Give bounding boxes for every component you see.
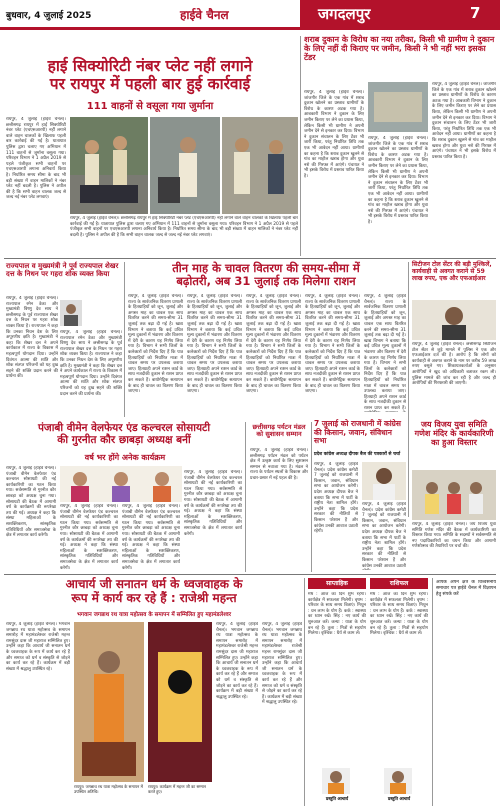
story5-headline: सिटीजन टोल सेंटर की बड़ी मुश्किलें, कार्यवाही से अवगत कराने से 59 लाख रुपए, एक और एफआईआर (412, 261, 492, 282)
story1-subheadline: 111 वाहनों से वसूला गया जुर्माना (86, 101, 214, 112)
story2-photo (368, 82, 428, 132)
story4-body-col3: रायपुर, 4 जुलाई (हाईवे चैनल)। राज्य के सार्वजनिक वितरण प्रणाली के हितग्राहियों को जून, जुलाई और अगस्त माह का चावल एक साथ वितरित करने की समय-सीमा 31 जुलाई तक बढ़ा दी गई है। खाद्य विभाग ने बताया कि कई उचित मूल्य दुकानों में भंडारण और वितरण में देरी के कारण यह निर्णय लिया गया है। विभाग ने सभी जिलों के कलेक्टरों को निर्देश दिए हैं कि पात्र हितग्राहियों को निर्धारित मात्रा में चावल समय पर उपलब्ध कराया जाए। हितग्राही अपने राशन कार्ड के साथ नजदीकी दुकान से राशन प्राप्त कर सकते हैं। बायोमेट्रिक सत्यापन के बाद ही चावल का वितरण किया जाएगा। (246, 294, 301, 395)
ad-text: आपके अपने क्षेत्र के विश्वसनीय समाचार पत्र हाईवे चैनल में विज्ञापन हेतु संपर्क करें (436, 580, 496, 597)
rashifal-body-col2: मेष : आज का दिन शुभ रहेगा। कार्यक्षेत्र में सफलता मिलेगी। वृषभ : परिवार के साथ समय बिताएं। मिथुन : धन लाभ के योग हैं। कर्क : स्वास्थ्य का ध्यान रखें। सिंह : नए कार्य की शुरुआत करें। कन्या : यात्रा के योग बन रहे हैं। तुला : मित्रों से सहयोग मिलेगा। वृश्चिक : धैर्य से काम लें। (370, 592, 428, 637)
story8-photo (362, 462, 406, 500)
column-divider-top (300, 36, 301, 256)
story9-headline: जय विजय युवा समिति गणेश मंदिर के कार्यकारिणी का हुआ विस्तार (414, 420, 494, 448)
story9-body: रायपुर, 4 जुलाई (हाईवे चैनल)। जय विजय युवा समिति गणेश मंदिर की बैठक में कार्यकारिणी का विस्तार किया गया। समिति के सदस्यों ने सर्वसम्मति से नए पदाधिकारियों का चयन किया और आगामी गणेशोत्सव की तैयारियों पर चर्चा की। (412, 522, 496, 550)
story3-body-col2: रायपुर, 4 जुलाई (हाईवे चैनल)। राज्यपाल रमेन डेका और मुख्यमंत्री विष्णु देव साय ने छत्तीसगढ़ के पूर्व राज्यपाल शेखर दत्त के निधन पर गहरा शोक व्यक्त किया है। राज्यपाल ने कहा कि उनका निधन देश के लिए अपूरणीय क्षति है। मुख्यमंत्री ने कहा कि शेखर दत्त ने अपने कार्यकाल में राज्य के विकास में महत्वपूर्ण योगदान दिया। उन्होंने दिवंगत आत्मा की शांति और शोक संतप्त परिजनों को यह दुख सहने की शक्ति प्रदान करने की प्रार्थना की। (60, 330, 122, 397)
story8-headline: 7 जुलाई को राजधानी में कांग्रेस की किसान, जवान, संविधान सभा (314, 419, 401, 446)
column-divider-low2 (311, 422, 312, 572)
story4-body-col4: रायपुर, 4 जुलाई (हाईवे चैनल)। राज्य के सार्वजनिक वितरण प्रणाली के हितग्राहियों को जून, जुलाई और अगस्त माह का चावल एक साथ वितरित करने की समय-सीमा 31 जुलाई तक बढ़ा दी गई है। खाद्य विभाग ने बताया कि कई उचित मूल्य दुकानों में भंडारण और वितरण में देरी के कारण यह निर्णय लिया गया है। विभाग ने सभी जिलों के कलेक्टरों को निर्देश दिए हैं कि पात्र हितग्राहियों को निर्धारित मात्रा में चावल समय पर उपलब्ध कराया जाए। हितग्राही अपने राशन कार्ड के साथ नजदीकी दुकान से राशन प्राप्त कर सकते हैं। बायोमेट्रिक सत्यापन के बाद ही चावल का वितरण किया जाएगा। (305, 294, 360, 395)
vehicle-check-photo (222, 117, 298, 214)
story7-body: रायपुर, 4 जुलाई (हाईवे चैनल)। छत्तीसगढ़ पर्यटन मंडल को पर्यटन क्षेत्र में उत्कृष्ट कार्य के लिए सुशासन सम्मान से नवाजा गया है। मंडल ने राज्य के पर्यटन स्थलों के विकास और प्रचार-प्रसार में नई पहल की है। (250, 448, 308, 481)
astrologer-portrait-2 (384, 768, 412, 794)
story6-headline-line1: पंजाबी वीमेन वेलफेयर एंड कल्चरल सोसायटी (37, 422, 211, 434)
story1-photo-3 (222, 117, 298, 214)
column-divider-mid1 (124, 262, 125, 417)
astrologer-portrait-1 (322, 768, 350, 794)
story10-subheadline: भगवान जगन्नाथ रथ यात्रा महोत्सव के समापन में सम्मिलित हुए महामंडलेश्वर (77, 612, 231, 618)
story6-body-col1: रायपुर, 4 जुलाई (हाईवे चैनल)। पंजाबी वीमेन वेलफेयर एंड कल्चरल सोसायटी की नई कार्यकारिणी का गठन किया गया। सर्वसम्मति से गुरनीत कौर छाबड़ा को अध्यक्ष चुना गया। सोसायटी की बैठक में आगामी वर्ष के कार्यक्रमों की रूपरेखा तय की गई। अध्यक्ष ने कहा कि संस्था महिलाओं के सशक्तिकरण, सांस्कृतिक गतिविधियों और समाजसेवा के क्षेत्र में लगातार कार्य करेगी। (6, 466, 56, 539)
story8-body-col2: रायपुर, 4 जुलाई (हाईवे चैनल)। प्रदेश कांग्रेस कमेटी 7 जुलाई को राजधानी में किसान, जवान, संविधान सभा का आयोजन करेगी। प्रदेश अध्यक्ष दीपक बैज ने बताया कि सभा में पार्टी के राष्ट्रीय नेता शामिल होंगे। उन्होंने कहा कि प्रदेश सरकार की नीतियों से किसान परेशान हैं और कांग्रेस उनकी आवाज उठाती (362, 502, 406, 569)
deepak-baij-portrait (362, 462, 406, 500)
rashifal-author-photo-2 (384, 768, 412, 794)
story1-headline-line2: पर रायपुर में पहली बार हुई कार्रवाई (49, 74, 251, 93)
story4-body-col1: रायपुर, 4 जुलाई (हाईवे चैनल)। राज्य के सार्वजनिक वितरण प्रणाली के हितग्राहियों को जून, जुलाई और अगस्त माह का चावल एक साथ वितरित करने की समय-सीमा 31 जुलाई तक बढ़ा दी गई है। खाद्य विभाग ने बताया कि कई उचित मूल्य दुकानों में भंडारण और वितरण में देरी के कारण यह निर्णय लिया गया है। विभाग ने सभी जिलों के कलेक्टरों को निर्देश दिए हैं कि पात्र हितग्राहियों को निर्धारित मात्रा में चावल समय पर उपलब्ध कराया जाए। हितग्राही अपने राशन कार्ड के साथ नजदीकी दुकान से राशन प्राप्त कर सकते हैं। बायोमेट्रिक सत्यापन के बाद ही चावल का वितरण किया जाएगा। (128, 294, 183, 395)
story2-body-col1: रायपुर, 4 जुलाई (हाईवे चैनल)। जांजगीर जिले के एक गांव में शराब दुकान खोलने का प्रस्ताव ग्रामीणों के विरोध के कारण अटक गया है। आबकारी विभाग ने दुकान के लिए जमीन किराए पर लेने का प्रयास किया, लेकिन किसी भी ग्रामीण ने अपनी जमीन देने से इनकार कर दिया। विभाग ने दुकान संचालन के लिए टेंडर भी जारी किया, परंतु निर्धारित तिथि तक एक भी आवेदन नहीं आया। ग्रामीणों का कहना है कि शराब दुकान खुलने से गांव का माहौल खराब होगा और युवा नशे की गिरफ्त में आएंगे। पंचायत ने भी इसके विरोध में प्रस्ताव पारित किया है। (304, 90, 364, 179)
section-rule-2 (4, 574, 496, 575)
story10-body-col2: रायपुर, 4 जुलाई (हाईवे चैनल)। भगवान जगन्नाथ रथ यात्रा महोत्सव के समापन समारोह में महामंडलेश्वर राजेश्री महन्त रामसुंदर दास जी महाराज सम्मिलित हुए। उन्होंने कहा कि आचार्य जी सनातन धर्म के ध्वजवाहक के रूप में कार्य कर रहे हैं और समाज को धर्म व संस्कृति से जोड़ने का कार्य कर रहे हैं। कार्यक्रम में बड़ी संख्या में श्रद्धालु उपस्थित रहे। (216, 622, 258, 700)
police-checking-photo (70, 117, 148, 214)
story10-headline (6, 578, 302, 606)
story4-headline-line1: तीन माह के चावल वितरण की समय-सीमा में (172, 261, 360, 275)
story1-caption-text: रायपुर, 4 जुलाई (हाईवे चैनल)। छत्तीसगढ़ रायपुर में हाई सिक्योरिटी नंबर प्लेट (एचएसआरपी) नहीं लगाने वाले वाहन चालकों के खिलाफ पहली बार कार्रवाई की गई है। यातायात पुलिस द्वारा चलाए गए अभियान में 111 वाहनों से जुर्माना वसूला गया। परिवहन विभाग ने 1 अप्रैल 2019 से पहले पंजीकृत सभी वाहनों पर एचएसआरपी लगाना अनिवार्य किया है। निर्धारित समय सीमा के बाद भी बड़ी संख्या में वाहन मालिकों ने नंबर प्लेट नहीं बदली है। पुलिस ने अपील की है कि सभी वाहन चालक जल्द से जल्द नई नंबर प्लेट लगवाएं। (70, 216, 298, 238)
story4-headline (126, 262, 406, 288)
story3-photo (60, 300, 82, 326)
mahant-ceremony-photo (74, 622, 144, 782)
story4-body-col5: रायपुर, 4 जुलाई (हाईवे चैनल)। राज्य के सार्वजनिक वितरण प्रणाली के हितग्राहियों को जून, जुलाई और अगस्त माह का चावल एक साथ वितरित करने की समय-सीमा 31 जुलाई तक बढ़ा दी गई है। खाद्य विभाग ने बताया कि कई उचित मूल्य दुकानों में भंडारण और वितरण में देरी के कारण यह निर्णय लिया गया है। विभाग ने सभी जिलों के कलेक्टरों को निर्देश दिए हैं कि पात्र हितग्राहियों को निर्धारित मात्रा में चावल समय पर उपलब्ध कराया जाए। हितग्राही अपने राशन कार्ड के साथ नजदीकी दुकान से राशन प्राप्त कर सकते हैं। (364, 294, 406, 411)
accused-portrait (412, 300, 496, 340)
rashifal-author-2: प्रस्तुति आचार्य (387, 797, 411, 802)
story4-headline-line2: बढ़ोतरी, अब 31 जुलाई तक मिलेगा राशन (176, 274, 356, 289)
column-divider-ad (432, 578, 433, 806)
story9-photo (412, 470, 496, 520)
rashifal-author-1: प्रस्तुति आचार्य (325, 797, 349, 802)
story10-photo-1 (74, 622, 144, 782)
story10-photo-2 (148, 622, 212, 782)
story6-body-col4: रायपुर, 4 जुलाई (हाईवे चैनल)। पंजाबी वीमेन वेलफेयर एंड कल्चरल सोसायटी की नई कार्यकारिणी का गठन किया गया। सर्वसम्मति से गुरनीत कौर छाबड़ा को अध्यक्ष चुना गया। सोसायटी की बैठक में आगामी वर्ष के कार्यक्रमों की रूपरेखा तय की गई। अध्यक्ष ने कहा कि संस्था महिलाओं के सशक्तिकरण, सांस्कृतिक गतिविधियों और समाजसेवा के क्षेत्र में लगातार कार्य करेगी। (184, 470, 242, 537)
story6-photos (60, 466, 182, 502)
story8-subheadline: प्रदेश कांग्रेस अध्यक्ष दीपक बैज की पत्रकारों से चर्चा (314, 452, 401, 457)
header-city: जगदलपुर (318, 5, 371, 23)
rashifal-label-2: राशिफल (370, 578, 428, 589)
section-rule-1 (4, 258, 496, 259)
rashifal-author-photo-1 (322, 768, 350, 794)
header-date: बुधवार, 4 जुलाई 2025 (6, 11, 92, 21)
story3-body: रायपुर, 4 जुलाई (हाईवे चैनल)। राज्यपाल रमेन डेका और मुख्यमंत्री विष्णु देव साय ने छत्तीसगढ़ के पूर्व राज्यपाल शेखर दत्त के निधन पर गहरा शोक व्यक्त किया है। राज्यपाल ने कहा कि उनका निधन देश के लिए अपूरणीय क्षति है। मुख्यमंत्री ने कहा कि शेखर दत्त ने अपने कार्यकाल में राज्य के विकास में महत्वपूर्ण योगदान दिया। उन्होंने दिवंगत आत्मा की शांति और शोक संतप्त परिजनों को यह दुख सहने की शक्ति प्रदान करने की प्रार्थना की। (6, 296, 58, 380)
committee-members-photo (412, 470, 496, 520)
liquor-shop-photo (368, 82, 428, 132)
story6-body-col3: रायपुर, 4 जुलाई (हाईवे चैनल)। पंजाबी वीमेन वेलफेयर एंड कल्चरल सोसायटी की नई कार्यकारिणी का गठन किया गया। सर्वसम्मति से गुरनीत कौर छाबड़ा को अध्यक्ष चुना गया। सोसायटी की बैठक में आगामी वर्ष के कार्यक्रमों की रूपरेखा तय की गई। अध्यक्ष ने कहा कि संस्था महिलाओं के सशक्तिकरण, सांस्कृतिक गतिविधियों और समाजसेवा के क्षेत्र में लगातार कार्य करेगी। (122, 504, 180, 570)
story1-headline (8, 58, 292, 94)
column-divider-bottom (304, 578, 305, 806)
traffic-police-photo (150, 117, 220, 214)
story4-body-col2: रायपुर, 4 जुलाई (हाईवे चैनल)। राज्य के सार्वजनिक वितरण प्रणाली के हितग्राहियों को जून, जुलाई और अगस्त माह का चावल एक साथ वितरित करने की समय-सीमा 31 जुलाई तक बढ़ा दी गई है। खाद्य विभाग ने बताया कि कई उचित मूल्य दुकानों में भंडारण और वितरण में देरी के कारण यह निर्णय लिया गया है। विभाग ने सभी जिलों के कलेक्टरों को निर्देश दिए हैं कि पात्र हितग्राहियों को निर्धारित मात्रा में चावल समय पर उपलब्ध कराया जाए। हितग्राही अपने राशन कार्ड के साथ नजदीकी दुकान से राशन प्राप्त कर सकते हैं। बायोमेट्रिक सत्यापन के बाद ही चावल का वितरण किया जाएगा। (187, 294, 242, 395)
story1-headline-line1: हाई सिक्योरिटी नंबर प्लेट नहीं लगाने (47, 57, 253, 75)
story1-photo-2 (150, 117, 220, 214)
story5-photo (412, 300, 496, 340)
story6-headline-line2: की गुरनीत कौर छाबड़ा अध्यक्ष बनीं (57, 434, 191, 447)
story2-body-col2: रायपुर, 4 जुलाई (हाईवे चैनल)। जांजगीर जिले के एक गांव में शराब दुकान खोलने का प्रस्ताव ग्रामीणों के विरोध के कारण अटक गया है। आबकारी विभाग ने दुकान के लिए जमीन किराए पर लेने का प्रयास किया, लेकिन किसी भी ग्रामीण ने अपनी जमीन देने से इनकार कर दिया। विभाग ने दुकान संचालन के लिए टेंडर भी जारी किया, परंतु निर्धारित तिथि तक एक भी आवेदन नहीं आया। ग्रामीणों का कहना है कि शराब दुकान खुलने से गांव का माहौल खराब होगा और युवा नशे की गिरफ्त में आएंगे। पंचायत ने भी इसके विरोध में प्रस्ताव पारित किया है। (368, 136, 428, 225)
story6-subheadline: वर्ष भर होंगे अनेक कार्यक्रम (84, 453, 166, 462)
story3-headline: राज्यपाल व मुख्यमंत्री ने पूर्व राज्यपाल शेखर दत्त के निधन पर गहरा शोक व्यक्त किया (6, 262, 119, 279)
story10-headline-line1: आचार्य जी सनातन धर्म के ध्वजवाहक के (65, 577, 243, 591)
story6-body-col2: रायपुर, 4 जुलाई (हाईवे चैनल)। पंजाबी वीमेन वेलफेयर एंड कल्चरल सोसायटी की नई कार्यकारिणी का गठन किया गया। सर्वसम्मति से गुरनीत कौर छाबड़ा को अध्यक्ष चुना गया। सोसायटी की बैठक में आगामी वर्ष के कार्यक्रमों की रूपरेखा तय की गई। अध्यक्ष ने कहा कि संस्था महिलाओं के सशक्तिकरण, सांस्कृतिक गतिविधियों और समाजसेवा के क्षेत्र में लगातार कार्य करेगी। (60, 504, 118, 570)
office-bearers-portraits (60, 466, 182, 502)
header-paper-name: हाईवे चैनल (180, 8, 229, 22)
story2-headline: शराब दुकान के विरोध का नया तरीका, किसी भी ग्रामीण ने दुकान के लिए नहीं दी किराए पर जमीन, किसी ने भी नहीं भरा इसका टेंडर (304, 35, 495, 63)
story8-body-col1: रायपुर, 4 जुलाई (हाईवे चैनल)। प्रदेश कांग्रेस कमेटी 7 जुलाई को राजधानी में किसान, जवान, संविधान सभा का आयोजन करेगी। प्रदेश अध्यक्ष दीपक बैज ने बताया कि सभा में पार्टी के राष्ट्रीय नेता शामिल होंगे। उन्होंने कहा कि प्रदेश सरकार की नीतियों से किसान परेशान हैं और कांग्रेस उनकी आवाज उठाती रहेगी। (314, 462, 358, 535)
jagannath-deity-photo (148, 622, 212, 782)
story10-body-col1: रायपुर, 4 जुलाई (हाईवे चैनल)। भगवान जगन्नाथ रथ यात्रा महोत्सव के समापन समारोह में महामंडलेश्वर राजेश्री महन्त रामसुंदर दास जी महाराज सम्मिलित हुए। उन्होंने कहा कि आचार्य जी सनातन धर्म के ध्वजवाहक के रूप में कार्य कर रहे हैं और समाज को धर्म व संस्कृति से जोड़ने का कार्य कर रहे हैं। कार्यक्रम में बड़ी संख्या में श्रद्धालु उपस्थित रहे। (6, 622, 70, 672)
story10-caption-2: रायपुर। कार्यक्रम में महन्त जी का सम्मान करते हुए। (148, 784, 207, 794)
column-divider-low1 (245, 422, 246, 572)
story7-headline: छत्तीसगढ़ पर्यटन मंडल को सुशासन सम्मान (252, 423, 306, 439)
story6-headline (6, 422, 242, 446)
story2-body-col3: रायपुर, 4 जुलाई (हाईवे चैनल)। जांजगीर जिले के एक गांव में शराब दुकान खोलने का प्रस्ताव ग्रामीणों के विरोध के कारण अटक गया है। आबकारी विभाग ने दुकान के लिए जमीन किराए पर लेने का प्रयास किया, लेकिन किसी भी ग्रामीण ने अपनी जमीन देने से इनकार कर दिया। विभाग ने दुकान संचालन के लिए टेंडर भी जारी किया, परंतु निर्धारित तिथि तक एक भी आवेदन नहीं आया। ग्रामीणों का कहना है कि शराब दुकान खुलने से गांव का माहौल खराब होगा और युवा नशे की गिरफ्त में आएंगे। पंचायत ने भी इसके विरोध में प्रस्ताव पारित किया है। (432, 82, 496, 160)
story5-body: रायपुर, 4 जुलाई (हाईवे चैनल)। छत्तीसगढ़ सिटीजन टोल सेंटर से जुड़े मामले में पुलिस ने एक और एफआईआर दर्ज की है। आरोप है कि लोगों को कार्यवाही से अवगत कराने के नाम पर करीब 59 लाख रुपए वसूले गए। शिकायतकर्ताओं के अनुसार आरोपियों ने खुद को अधिकारी बताकर रकम ली। पुलिस मामले की जांच कर रही है और जल्द ही आरोपियों की गिरफ्तारी की जाएगी। (412, 342, 496, 387)
shekhar-dutt-portrait (60, 300, 82, 326)
story10-body-col3: रायपुर, 4 जुलाई (हाईवे चैनल)। भगवान जगन्नाथ रथ यात्रा महोत्सव के समापन समारोह में महामंडलेश्वर राजेश्री महन्त रामसुंदर दास जी महाराज सम्मिलित हुए। उन्होंने कहा कि आचार्य जी सनातन धर्म के ध्वजवाहक के रूप में कार्य कर रहे हैं और समाज को धर्म व संस्कृति से जोड़ने का कार्य कर रहे हैं। कार्यक्रम में बड़ी संख्या में श्रद्धालु उपस्थित रहे। (262, 622, 302, 706)
header-page-number: 7 (470, 4, 481, 22)
story1-photo-caption (70, 216, 298, 252)
story1-photo-1 (70, 117, 148, 214)
story10-caption-1: रायपुर। जगन्नाथ रथ यात्रा महोत्सव के समापन में उपस्थित अतिथि। (74, 784, 143, 794)
story1-body: रायपुर, 4 जुलाई (हाईवे चैनल)। छत्तीसगढ़ रायपुर में हाई सिक्योरिटी नंबर प्लेट (एचएसआरपी) नहीं लगाने वाले वाहन चालकों के खिलाफ पहली बार कार्रवाई की गई है। यातायात पुलिस द्वारा चलाए गए अभियान में 111 वाहनों से जुर्माना वसूला गया। परिवहन विभाग ने 1 अप्रैल 2019 से पहले पंजीकृत सभी वाहनों पर एचएसआरपी लगाना अनिवार्य किया है। निर्धारित समय सीमा के बाद भी बड़ी संख्या में वाहन मालिकों ने नंबर प्लेट नहीं बदली है। पुलिस ने अपील की है कि सभी वाहन चालक जल्द से जल्द नई नंबर प्लेट लगवाएं। (6, 117, 66, 201)
column-divider-mid2 (408, 262, 409, 517)
rashifal-label-1: साप्ताहिक (308, 578, 366, 589)
story10-headline-line2: रूप में कार्य कर रहे हैं : राजेश्री महन्त (71, 590, 237, 605)
rashifal-body-col1: मेष : आज का दिन शुभ रहेगा। कार्यक्षेत्र में सफलता मिलेगी। वृषभ : परिवार के साथ समय बिताएं। मिथुन : धन लाभ के योग हैं। कर्क : स्वास्थ्य का ध्यान रखें। सिंह : नए कार्य की शुरुआत करें। कन्या : यात्रा के योग बन रहे हैं। तुला : मित्रों से सहयोग मिलेगा। वृश्चिक : धैर्य से काम लें। (308, 592, 366, 637)
page-header (0, 0, 500, 30)
